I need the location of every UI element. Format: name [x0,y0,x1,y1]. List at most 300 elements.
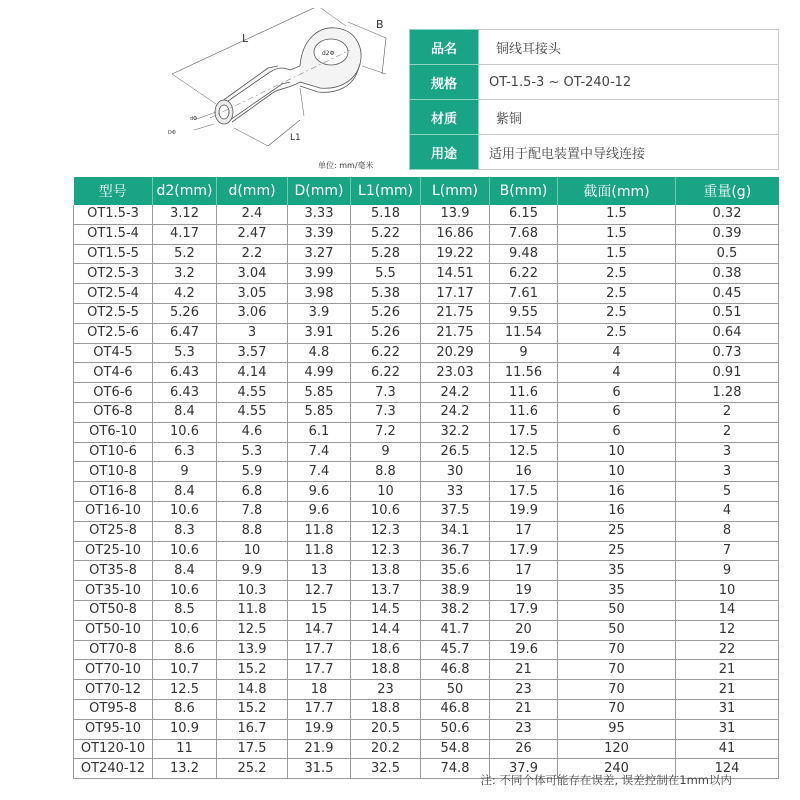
value-cell: 7.2 [351,422,421,442]
dim-label-L: L [242,32,249,45]
value-cell: 1.5 [558,244,676,264]
value-cell: 6.3 [153,442,217,462]
value-cell: 17 [490,561,558,581]
value-cell: 2.2 [217,244,288,264]
value-cell: 3.04 [217,264,288,284]
ring-terminal-drawing [150,8,405,176]
value-cell: 25 [558,521,676,541]
value-cell: 5.2 [153,244,217,264]
value-cell: 16.7 [217,719,288,739]
value-cell: 3.9 [288,303,351,323]
value-cell: 50 [558,620,676,640]
value-cell: 21.75 [421,323,490,343]
value-cell: 16 [490,462,558,482]
value-cell: 11.8 [288,521,351,541]
value-cell: 22 [676,640,779,660]
value-cell: 5.38 [351,284,421,304]
table-row [74,521,779,541]
spec-row [410,135,779,170]
value-cell: 8 [676,521,779,541]
column-header: 截面(mm) [558,177,676,205]
value-cell: 13.7 [351,581,421,601]
value-cell: 74.8 [421,759,490,779]
table-row [74,581,779,601]
value-cell: 0.51 [676,303,779,323]
spec-table [409,29,779,170]
value-cell: 124 [676,759,779,779]
value-cell: 33 [421,482,490,502]
value-cell: 12.5 [153,680,217,700]
value-cell: 5.26 [351,303,421,323]
value-cell: 11.6 [490,383,558,403]
value-cell: 5.3 [153,343,217,363]
table-row [74,205,779,224]
value-cell: 10.7 [153,660,217,680]
value-cell: 38.2 [421,600,490,620]
value-cell: 35.6 [421,561,490,581]
value-cell: 7 [676,541,779,561]
value-cell: 37.5 [421,501,490,521]
value-cell: 35 [558,561,676,581]
value-cell: 8.4 [153,482,217,502]
value-cell: 7.61 [490,284,558,304]
value-cell: 10.3 [217,581,288,601]
value-cell: 8.5 [153,600,217,620]
value-cell: 26.5 [421,442,490,462]
value-cell: 5.5 [351,264,421,284]
model-cell: OT50-10 [74,620,153,640]
table-row [74,620,779,640]
value-cell: 9 [490,343,558,363]
value-cell: 2 [676,422,779,442]
spec-value: 紫铜 [479,100,779,135]
value-cell: 5.9 [217,462,288,482]
value-cell: 4.14 [217,363,288,383]
value-cell: 21 [676,680,779,700]
value-cell: 3 [676,442,779,462]
value-cell: 17.5 [490,422,558,442]
value-cell: 6.22 [351,343,421,363]
spec-value: 铜线耳接头 [479,30,779,65]
column-header: d2(mm) [153,177,217,205]
spec-row [410,30,779,65]
dim-label-D: DΦ [168,130,176,136]
value-cell: 23.03 [421,363,490,383]
value-cell: 4.55 [217,383,288,403]
value-cell: 17.5 [217,739,288,759]
model-cell: OT1.5-5 [74,244,153,264]
value-cell: 2.5 [558,264,676,284]
value-cell: 6.1 [288,422,351,442]
value-cell: 70 [558,660,676,680]
value-cell: 0.38 [676,264,779,284]
value-cell: 5.3 [217,442,288,462]
value-cell: 12.7 [288,581,351,601]
value-cell: 5.28 [351,244,421,264]
value-cell: 17.7 [288,640,351,660]
value-cell: 19.22 [421,244,490,264]
value-cell: 20.5 [351,719,421,739]
value-cell: 3.27 [288,244,351,264]
spec-row [410,100,779,135]
model-cell: OT6-6 [74,383,153,403]
value-cell: 6 [558,402,676,422]
model-cell: OT4-6 [74,363,153,383]
model-cell: OT70-10 [74,660,153,680]
value-cell: 41 [676,739,779,759]
value-cell: 6.22 [351,363,421,383]
value-cell: 17.17 [421,284,490,304]
model-cell: OT95-10 [74,719,153,739]
model-cell: OT240-12 [74,759,153,779]
value-cell: 9 [676,561,779,581]
table-row [74,482,779,502]
value-cell: 24.2 [421,383,490,403]
value-cell: 10 [558,462,676,482]
value-cell: 3.2 [153,264,217,284]
table-row [74,501,779,521]
value-cell: 31 [676,719,779,739]
value-cell: 19 [490,581,558,601]
value-cell: 8.8 [351,462,421,482]
dim-label-L1: L1 [290,133,301,143]
table-row [74,640,779,660]
column-header: 型号 [74,177,153,205]
value-cell: 16.86 [421,224,490,244]
model-cell: OT1.5-3 [74,205,153,224]
value-cell: 11.8 [217,600,288,620]
table-row [74,422,779,442]
value-cell: 14.5 [351,600,421,620]
model-cell: OT2.5-5 [74,303,153,323]
value-cell: 34.1 [421,521,490,541]
value-cell: 6.43 [153,363,217,383]
value-cell: 12 [676,620,779,640]
value-cell: 6.8 [217,482,288,502]
value-cell: 15 [288,600,351,620]
value-cell: 21.75 [421,303,490,323]
value-cell: 50 [421,680,490,700]
value-cell: 9.6 [288,482,351,502]
value-cell: 4.8 [288,343,351,363]
value-cell: 4.2 [153,284,217,304]
value-cell: 54.8 [421,739,490,759]
value-cell: 3.99 [288,264,351,284]
value-cell: 10.6 [153,422,217,442]
spec-key: 用途 [410,135,479,170]
value-cell: 18.8 [351,660,421,680]
value-cell: 35 [558,581,676,601]
value-cell: 37.9 [490,759,558,779]
table-row [74,323,779,343]
value-cell: 31 [676,699,779,719]
value-cell: 4 [558,343,676,363]
unit-note: 单位: mm/毫米 [318,161,374,170]
value-cell: 8.4 [153,561,217,581]
value-cell: 1.28 [676,383,779,403]
value-cell: 8.6 [153,699,217,719]
dim-label-B: B [376,18,384,31]
value-cell: 6 [558,383,676,403]
value-cell: 9.9 [217,561,288,581]
value-cell: 0.39 [676,224,779,244]
value-cell: 17.5 [490,482,558,502]
value-cell: 14.51 [421,264,490,284]
value-cell: 17.9 [490,541,558,561]
value-cell: 10.6 [351,501,421,521]
value-cell: 23 [490,719,558,739]
value-cell: 25.2 [217,759,288,779]
value-cell: 16 [558,501,676,521]
spec-key: 材质 [410,100,479,135]
value-cell: 5.85 [288,383,351,403]
model-cell: OT6-10 [74,422,153,442]
value-cell: 23 [490,680,558,700]
value-cell: 50.6 [421,719,490,739]
value-cell: 10 [558,442,676,462]
spec-key: 品名 [410,30,479,65]
value-cell: 70 [558,699,676,719]
value-cell: 11.6 [490,402,558,422]
table-row [74,462,779,482]
value-cell: 7.3 [351,402,421,422]
value-cell: 36.7 [421,541,490,561]
value-cell: 10.6 [153,581,217,601]
column-header: 重量(g) [676,177,779,205]
value-cell: 8.6 [153,640,217,660]
value-cell: 9.48 [490,244,558,264]
value-cell: 46.8 [421,660,490,680]
value-cell: 8.4 [153,402,217,422]
value-cell: 14.8 [217,680,288,700]
value-cell: 13.2 [153,759,217,779]
table-row [74,600,779,620]
value-cell: 5.85 [288,402,351,422]
value-cell: 18.6 [351,640,421,660]
value-cell: 0.91 [676,363,779,383]
value-cell: 8.8 [217,521,288,541]
table-row [74,224,779,244]
value-cell: 4.17 [153,224,217,244]
table-row [74,442,779,462]
value-cell: 18 [288,680,351,700]
value-cell: 5 [676,482,779,502]
table-row [74,284,779,304]
table-row [74,699,779,719]
model-cell: OT2.5-6 [74,323,153,343]
value-cell: 13.9 [217,640,288,660]
value-cell: 70 [558,680,676,700]
model-cell: OT2.5-3 [74,264,153,284]
value-cell: 7.4 [288,462,351,482]
value-cell: 50 [558,600,676,620]
dim-label-d2: d2Φ [322,50,335,57]
value-cell: 0.32 [676,205,779,224]
value-cell: 19.6 [490,640,558,660]
value-cell: 0.5 [676,244,779,264]
value-cell: 2.47 [217,224,288,244]
model-cell: OT25-8 [74,521,153,541]
value-cell: 3.39 [288,224,351,244]
value-cell: 8.3 [153,521,217,541]
value-cell: 13.8 [351,561,421,581]
value-cell: 12.5 [217,620,288,640]
value-cell: 3 [217,323,288,343]
value-cell: 17 [490,521,558,541]
value-cell: 5.26 [153,303,217,323]
value-cell: 12.3 [351,541,421,561]
model-cell: OT70-12 [74,680,153,700]
value-cell: 6.43 [153,383,217,403]
value-cell: 3.06 [217,303,288,323]
model-cell: OT95-8 [74,699,153,719]
table-row [74,680,779,700]
column-header: D(mm) [288,177,351,205]
value-cell: 4.99 [288,363,351,383]
model-cell: OT10-8 [74,462,153,482]
value-cell: 3.57 [217,343,288,363]
model-cell: OT16-8 [74,482,153,502]
model-cell: OT25-10 [74,541,153,561]
value-cell: 17.7 [288,660,351,680]
value-cell: 23 [351,680,421,700]
value-cell: 5.22 [351,224,421,244]
value-cell: 12.3 [351,521,421,541]
table-row [74,343,779,363]
model-cell: OT2.5-4 [74,284,153,304]
value-cell: 17.9 [490,600,558,620]
value-cell: 32.5 [351,759,421,779]
table-row [74,402,779,422]
value-cell: 21 [490,699,558,719]
model-cell: OT35-8 [74,561,153,581]
value-cell: 6.47 [153,323,217,343]
value-cell: 24.2 [421,402,490,422]
table-row [74,561,779,581]
value-cell: 20 [490,620,558,640]
value-cell: 9 [351,442,421,462]
value-cell: 5.18 [351,205,421,224]
spec-row [410,65,779,100]
value-cell: 7.8 [217,501,288,521]
model-cell: OT35-10 [74,581,153,601]
value-cell: 21.9 [288,739,351,759]
table-row [74,541,779,561]
footnote: 注: 不同个体可能存在误差, 误差控制在1mm以内 [480,773,732,787]
value-cell: 20.29 [421,343,490,363]
model-cell: OT6-8 [74,402,153,422]
value-cell: 14 [676,600,779,620]
model-cell: OT120-10 [74,739,153,759]
table-row [74,303,779,323]
value-cell: 21 [490,660,558,680]
model-cell: OT70-8 [74,640,153,660]
value-cell: 45.7 [421,640,490,660]
spec-key: 规格 [410,65,479,100]
value-cell: 19.9 [490,501,558,521]
value-cell: 4.55 [217,402,288,422]
table-row [74,363,779,383]
value-cell: 10.9 [153,719,217,739]
value-cell: 6 [558,422,676,442]
value-cell: 2 [676,402,779,422]
model-cell: OT1.5-4 [74,224,153,244]
model-cell: OT4-5 [74,343,153,363]
value-cell: 3 [676,462,779,482]
table-row [74,244,779,264]
value-cell: 4.6 [217,422,288,442]
value-cell: 46.8 [421,699,490,719]
value-cell: 6.22 [490,264,558,284]
value-cell: 11 [153,739,217,759]
value-cell: 4 [558,363,676,383]
value-cell: 10.6 [153,620,217,640]
value-cell: 9.55 [490,303,558,323]
value-cell: 70 [558,640,676,660]
value-cell: 10 [351,482,421,502]
value-cell: 10 [217,541,288,561]
value-cell: 13.9 [421,205,490,224]
model-cell: OT50-8 [74,600,153,620]
value-cell: 0.45 [676,284,779,304]
value-cell: 240 [558,759,676,779]
value-cell: 32.2 [421,422,490,442]
table-row [74,264,779,284]
value-cell: 18.8 [351,699,421,719]
value-cell: 1.5 [558,224,676,244]
value-cell: 7.3 [351,383,421,403]
value-cell: 17.7 [288,699,351,719]
value-cell: 7.4 [288,442,351,462]
value-cell: 9 [153,462,217,482]
value-cell: 25 [558,541,676,561]
value-cell: 31.5 [288,759,351,779]
value-cell: 9.6 [288,501,351,521]
value-cell: 0.73 [676,343,779,363]
value-cell: 5.26 [351,323,421,343]
value-cell: 13 [288,561,351,581]
value-cell: 11.56 [490,363,558,383]
value-cell: 4 [676,501,779,521]
value-cell: 26 [490,739,558,759]
spec-value: 适用于配电装置中导线连接 [479,135,779,170]
value-cell: 30 [421,462,490,482]
value-cell: 38.9 [421,581,490,601]
table-body [74,205,779,779]
column-header: L(mm) [421,177,490,205]
value-cell: 11.8 [288,541,351,561]
value-cell: 3.33 [288,205,351,224]
value-cell: 3.12 [153,205,217,224]
value-cell: 21 [676,660,779,680]
value-cell: 10.6 [153,541,217,561]
dimension-table [73,177,779,779]
column-header: d(mm) [217,177,288,205]
value-cell: 0.64 [676,323,779,343]
column-header: B(mm) [490,177,558,205]
value-cell: 41.7 [421,620,490,640]
table-row [74,739,779,759]
value-cell: 1.5 [558,205,676,224]
column-header: L1(mm) [351,177,421,205]
value-cell: 11.54 [490,323,558,343]
value-cell: 10 [676,581,779,601]
value-cell: 10.6 [153,501,217,521]
value-cell: 2.4 [217,205,288,224]
value-cell: 120 [558,739,676,759]
table-row [74,660,779,680]
table-row [74,719,779,739]
